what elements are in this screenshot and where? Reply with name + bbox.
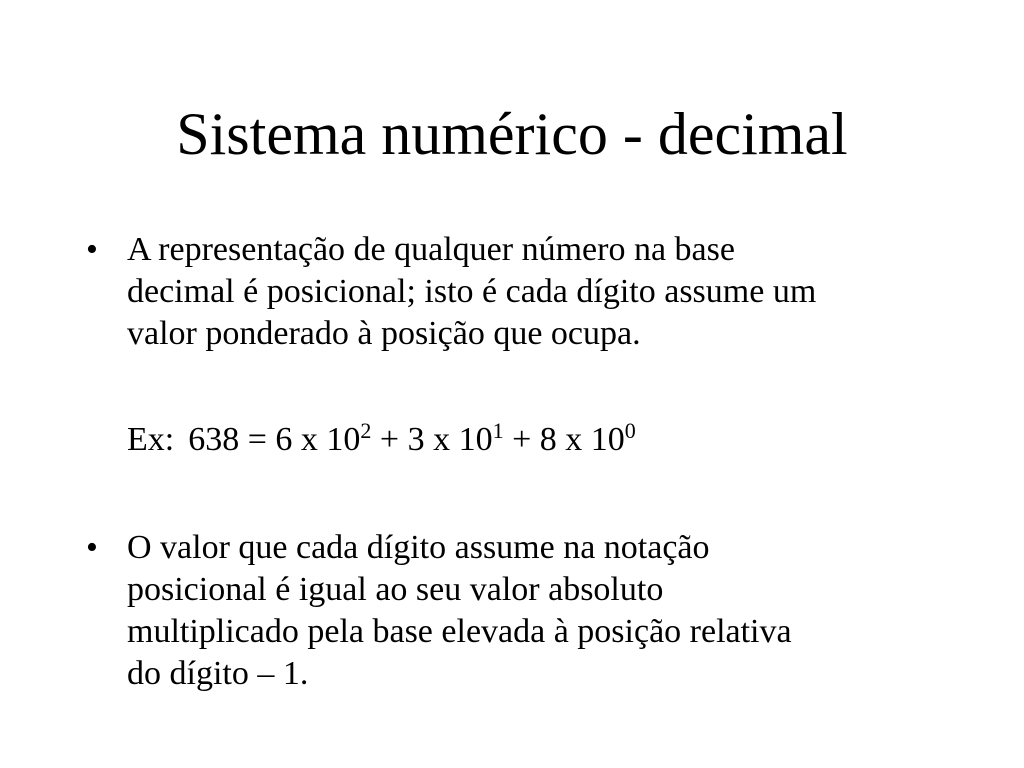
bullet-paragraph: [86, 527, 986, 695]
bullet-line: posicional é igual ao seu valor absoluto: [127, 571, 664, 608]
bullet-line: do dígito – 1.: [127, 655, 309, 692]
bullet-line: valor ponderado à posição que ocupa.: [127, 315, 641, 352]
bullet-paragraph: [86, 229, 986, 355]
example-prefix: Ex:: [127, 421, 175, 458]
bullet-line: O valor que cada dígito assume na notação: [127, 529, 710, 566]
bullet-line: multiplicado pela base elevada à posição relativa: [127, 613, 792, 650]
slide-title: Sistema numérico - decimal: [176, 101, 848, 167]
example-term: 638 = 6 x 10: [188, 421, 361, 458]
exponent: 1: [492, 418, 504, 443]
example-term: + 8 x 10: [503, 421, 625, 458]
exponent: 2: [360, 418, 372, 443]
exponent: 0: [624, 418, 636, 443]
example-equation: [127, 419, 636, 461]
example-term: + 3 x 10: [371, 421, 493, 458]
bullet-icon: •: [86, 529, 98, 566]
bullet-line: A representação de qualquer número na base: [127, 231, 735, 268]
bullet-line: decimal é posicional; isto é cada dígito assume um: [127, 273, 817, 310]
bullet-icon: •: [86, 231, 98, 268]
